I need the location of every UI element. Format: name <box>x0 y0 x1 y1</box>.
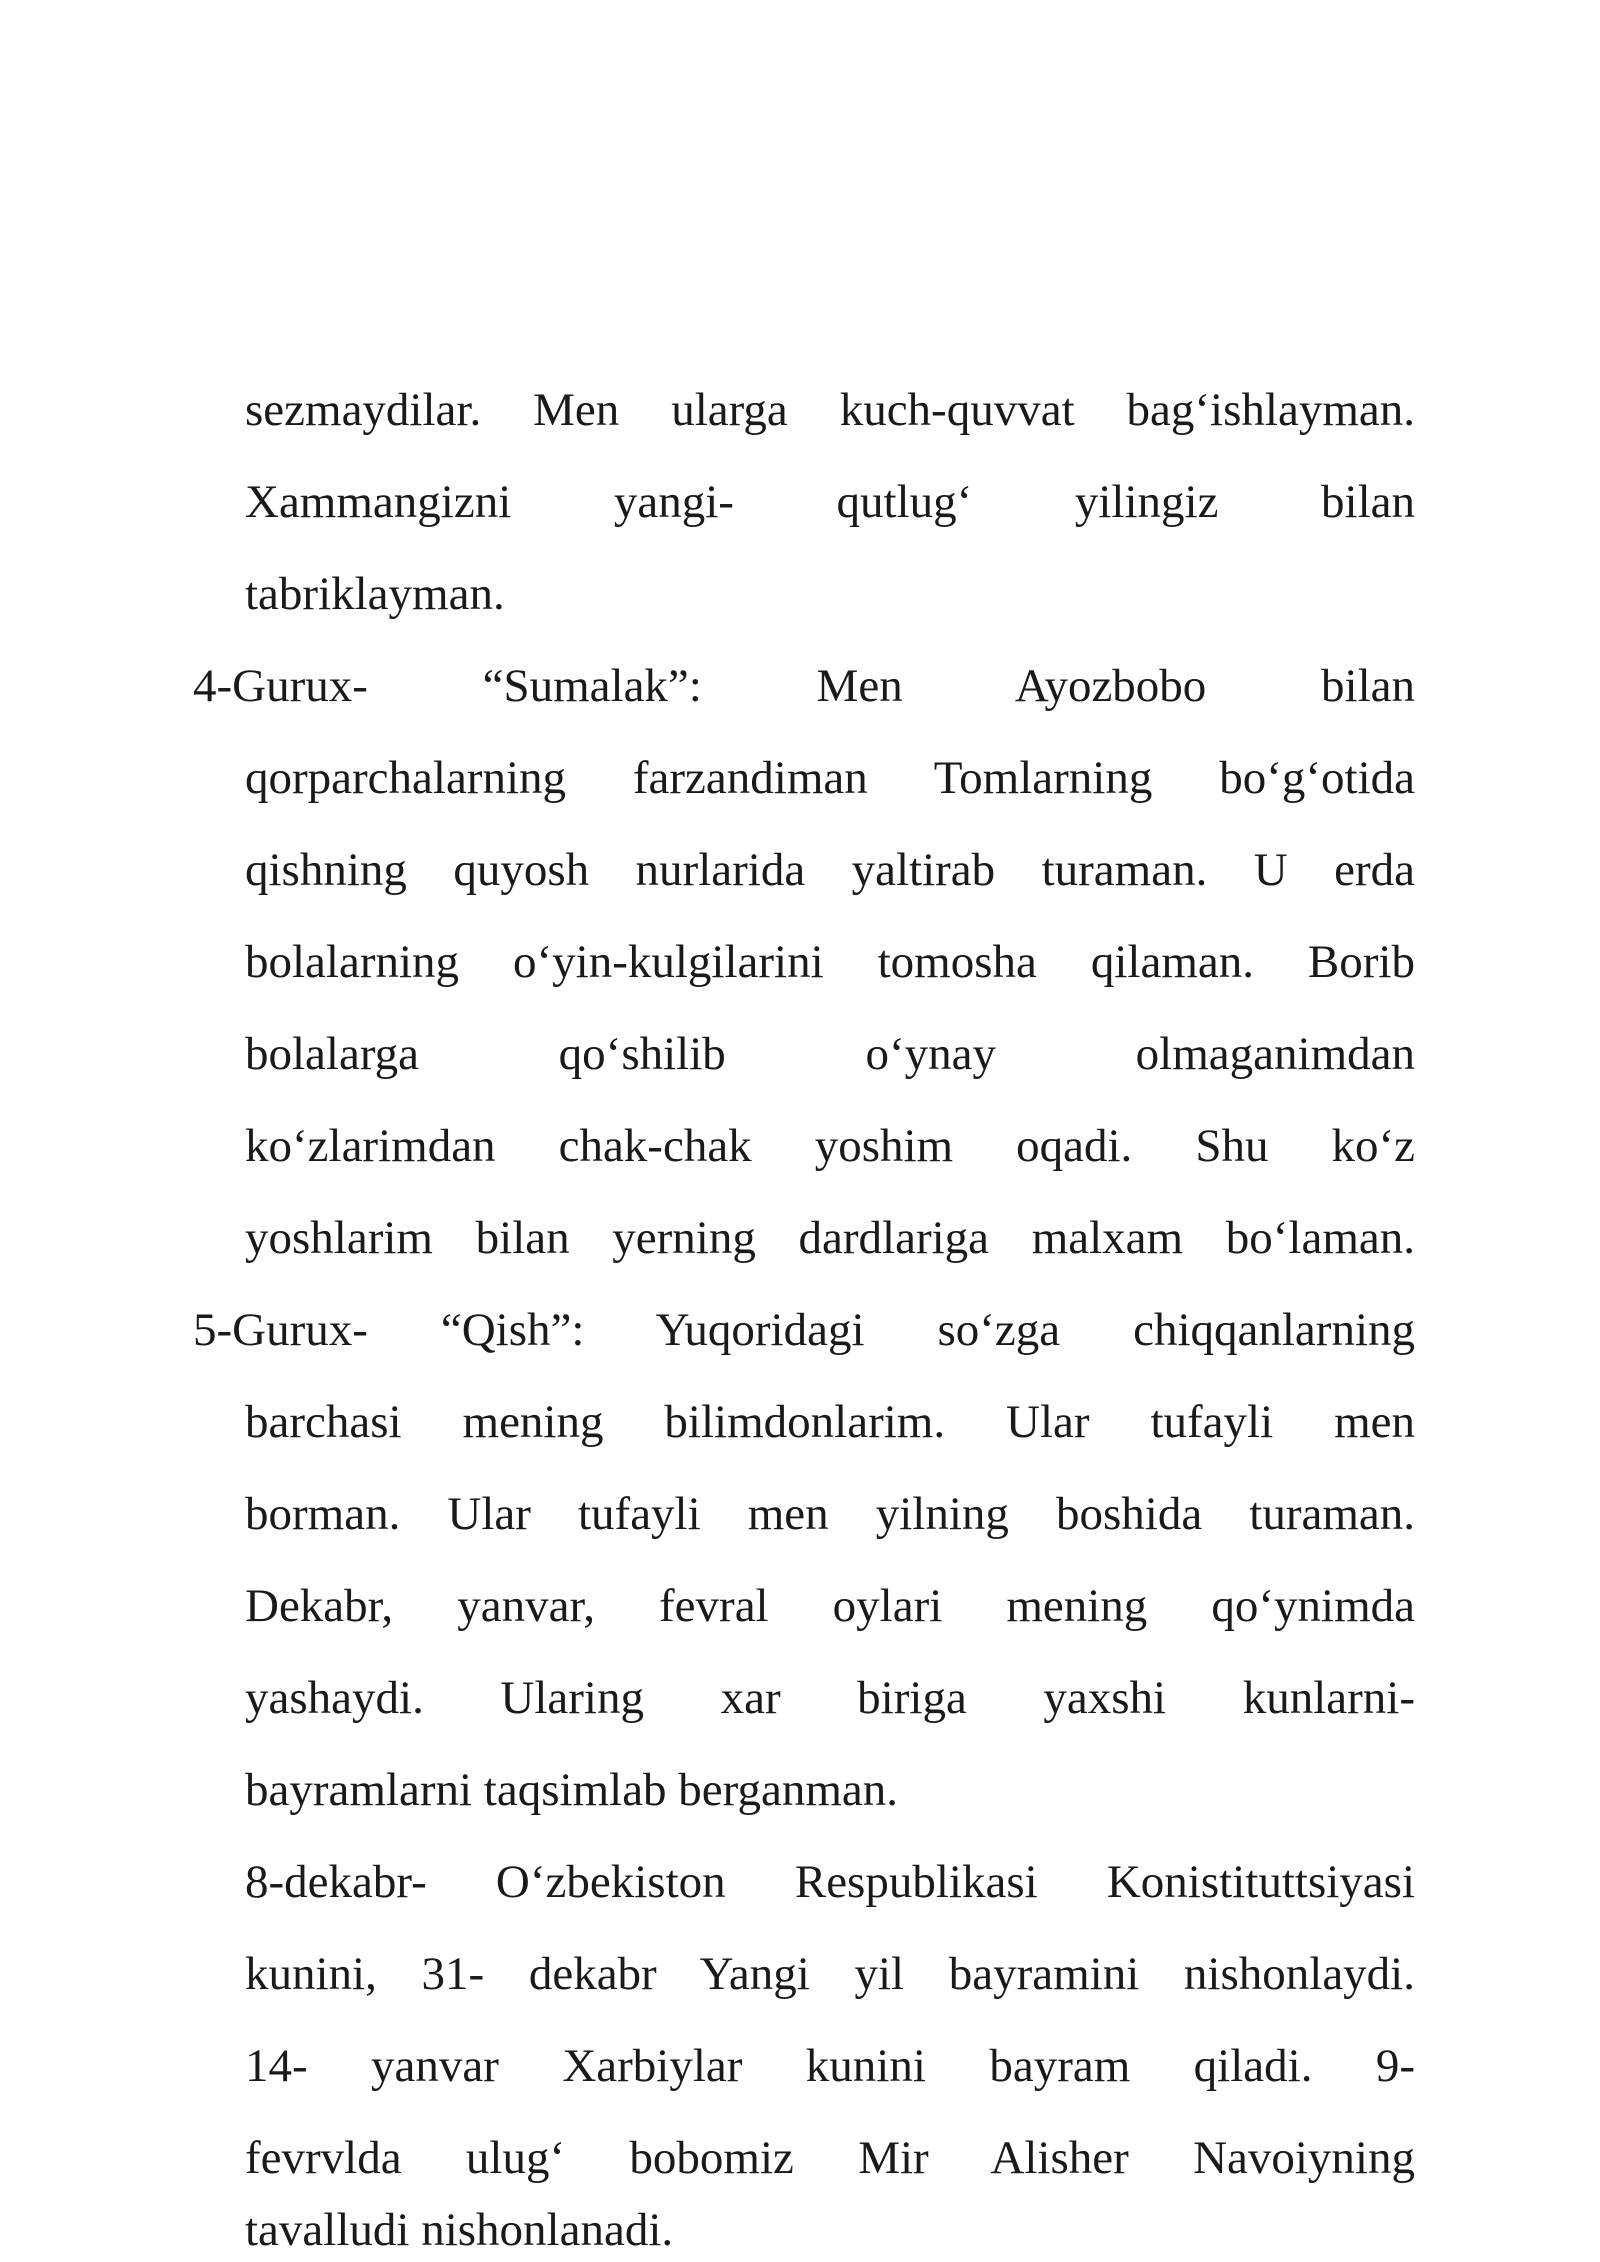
text-line: fevrvlda ulug‘ bobomiz Mir Alisher Navoiyning <box>245 2132 1415 2184</box>
text-line: qorparchalarning farzandiman Tomlarning bo‘g‘otida <box>245 752 1415 804</box>
text-line: tavalludi nishonlanadi. <box>245 2204 674 2256</box>
text-line: yoshlarim bilan yerning dardlariga malxam bo‘laman. <box>245 1212 1415 1264</box>
text-line: bayramlarni taqsimlab berganman. <box>245 1764 898 1816</box>
text-line: tabriklayman. <box>245 568 505 620</box>
text-line: sezmaydilar. Men ularga kuch-quvvat bag‘ishlayman. <box>245 384 1415 436</box>
text-line: qishning quyosh nurlarida yaltirab turaman. U erda <box>245 844 1415 896</box>
text-line: 14- yanvar Xarbiylar kunini bayram qiladi. 9- <box>245 2040 1415 2092</box>
text-line: 4-Gurux- “Sumalak”: Men Ayozbobo bilan <box>193 660 1415 712</box>
text-line: Dekabr, yanvar, fevral oylari mening qo‘ynimda <box>245 1580 1415 1632</box>
text-line: 8-dekabr- O‘zbekiston Respublikasi Konistituttsiyasi <box>245 1856 1415 1908</box>
text-line: barchasi mening bilimdonlarim. Ular tufayli men <box>245 1396 1415 1448</box>
text-line: bolalarning o‘yin-kulgilarini tomosha qilaman. Borib <box>245 936 1415 988</box>
text-line: 5-Gurux- “Qish”: Yuqoridagi so‘zga chiqqanlarning <box>193 1304 1415 1356</box>
text-line: Xammangizni yangi- qutlug‘ yilingiz bilan <box>245 476 1415 528</box>
text-line: bolalarga qo‘shilib o‘ynay olmaganimdan <box>245 1028 1415 1080</box>
text-line: borman. Ular tufayli men yilning boshida turaman. <box>245 1488 1415 1540</box>
text-line: kunini, 31- dekabr Yangi yil bayramini nishonlaydi. <box>245 1948 1415 2000</box>
text-line: ko‘zlarimdan chak-chak yoshim oqadi. Shu ko‘z <box>245 1120 1415 1172</box>
text-line: yashaydi. Ularing xar biriga yaxshi kunlarni- <box>245 1672 1415 1724</box>
